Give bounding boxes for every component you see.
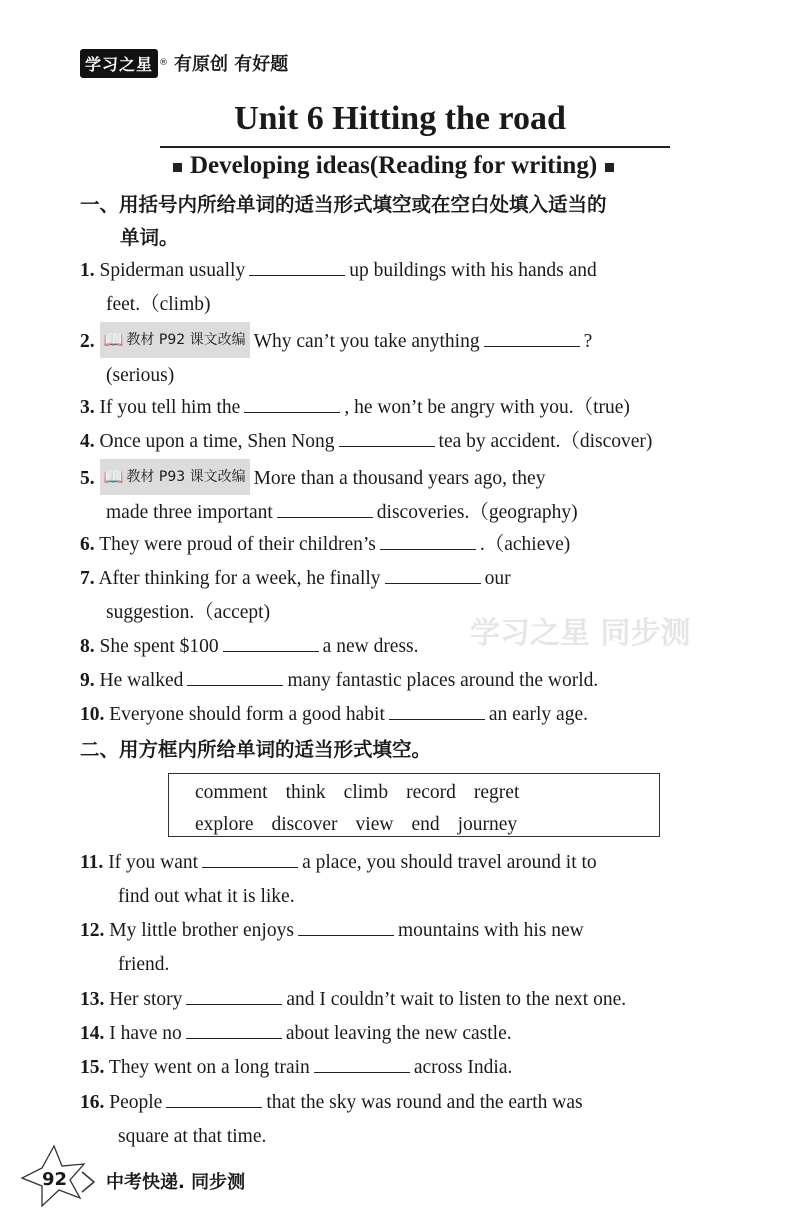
answer-blank[interactable] [484, 326, 580, 347]
answer-blank[interactable] [389, 699, 485, 720]
bullet-square [605, 163, 614, 172]
question-10: 10. Everyone should form a good habit an early age. [80, 698, 752, 732]
answer-blank[interactable] [244, 392, 340, 413]
textbook-tag: 📖 教材 P93 课文改编 [100, 459, 250, 495]
question-11: 11. If you want a place, you should travel around it to find out what it is like. [80, 846, 752, 914]
title-divider [160, 146, 670, 148]
unit-title: Unit 6 Hitting the road [234, 100, 566, 137]
book-icon: 📖 [103, 330, 124, 349]
answer-blank[interactable] [339, 426, 435, 447]
question-5: 5. 📖 教材 P93 课文改编 More than a thousand years ago, they made three important discoveries.（geography) [80, 459, 752, 530]
footer-text: 中考快递. 同步测 [106, 1172, 246, 1193]
question-4: 4. Once upon a time, Shen Nong tea by accident.（discover) [80, 425, 752, 459]
watermark: 学习之星 同步测 [470, 616, 691, 651]
question-14: 14. I have no about leaving the new castle. [80, 1017, 752, 1051]
answer-blank[interactable] [202, 847, 298, 868]
header-slogan: 有原创 有好题 [174, 54, 289, 75]
question-12: 12. My little brother enjoys mountains with his new friend. [80, 914, 752, 982]
question-13: 13. Her story and I couldn’t wait to listen to the next one. [80, 983, 752, 1017]
question-7: 7. After thinking for a week, he finally our suggestion.（accept) [80, 562, 752, 630]
registered-mark: ® [159, 58, 169, 68]
answer-blank[interactable] [380, 529, 476, 550]
question-3: 3. If you tell him the , he won’t be angry with you.（true) [80, 391, 752, 425]
header [80, 48, 288, 78]
part2-heading: 二、用方框内所给单词的适当形式填空。 [80, 738, 432, 761]
answer-blank[interactable] [385, 563, 481, 584]
question-8: 8. She spent $100 a new dress. [80, 630, 752, 664]
word-bank [168, 773, 660, 837]
book-icon: 📖 [103, 467, 124, 486]
answer-blank[interactable] [223, 631, 319, 652]
answer-blank[interactable] [187, 665, 283, 686]
answer-blank[interactable] [186, 1018, 282, 1039]
page-footer [14, 1140, 334, 1220]
publisher-logo: 学习之星 [80, 49, 158, 78]
answer-blank[interactable] [314, 1052, 410, 1073]
word-bank-row: explore discover view end journey [195, 814, 518, 835]
answer-blank[interactable] [277, 497, 373, 518]
answer-blank[interactable] [166, 1087, 262, 1108]
question-16: 16. People that the sky was round and the earth was square at that time. [80, 1086, 752, 1154]
question-2: 2. 📖 教材 P92 课文改编 Why can’t you take anything ? (serious) [80, 322, 752, 393]
word-bank-row: comment think climb record regret [195, 782, 520, 803]
answer-blank[interactable] [249, 255, 345, 276]
question-6: 6. They were proud of their children’s .（achieve) [80, 528, 752, 562]
section-title: Developing ideas(Reading for writing) [165, 152, 622, 180]
answer-blank[interactable] [186, 984, 282, 1005]
textbook-tag: 📖 教材 P92 课文改编 [100, 322, 250, 358]
question-15: 15. They went on a long train across India. [80, 1051, 752, 1085]
page-number: 92 [42, 1169, 68, 1190]
question-9: 9. He walked many fantastic places around the world. [80, 664, 752, 698]
answer-blank[interactable] [298, 915, 394, 936]
bullet-square [173, 163, 182, 172]
part1-heading: 一、用括号内所给单词的适当形式填空或在空白处填入适当的 单词。 [80, 193, 607, 249]
question-1: 1. Spiderman usually up buildings with his hands and feet.（climb) [80, 254, 752, 322]
